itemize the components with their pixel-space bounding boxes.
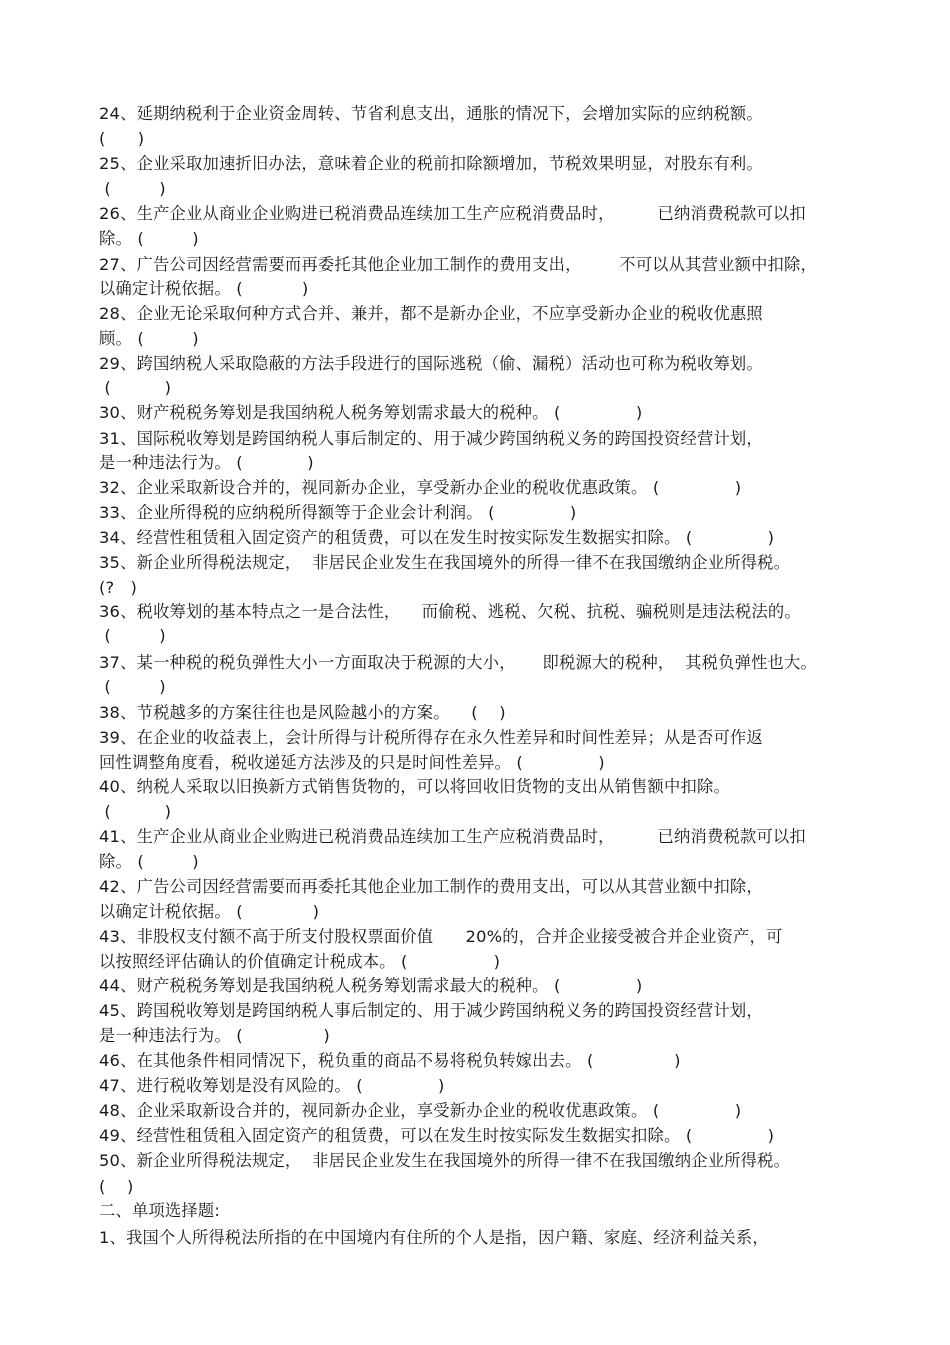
text-line: 以确定计税依据。 ( )	[99, 279, 309, 298]
text-line: 31、国际税收筹划是跨国纳税人事后制定的、用于减少跨国纳税义务的跨国投资经营计划，	[99, 429, 763, 448]
text-line: 42、广告公司因经营需要而再委托其他企业加工制作的费用支出，可以从其营业额中扣除，	[99, 877, 763, 896]
text-line: ( )	[99, 1177, 134, 1196]
text-line: 49、经营性租赁租入固定资产的租赁费，可以在发生时按实际发生数据实扣除。 ( )	[99, 1126, 775, 1145]
text-line: 47、进行税收筹划是没有风险的。 ( )	[99, 1076, 445, 1095]
text-line: 38、节税越多的方案往往也是风险越小的方案。 ( )	[99, 703, 506, 722]
text-line: 除。 ( )	[99, 852, 199, 871]
text-line: 35、新企业所得税法规定， 非居民企业发生在我国境外的所得一律不在我国缴纳企业所得税。	[99, 553, 791, 572]
text-line: (? )	[99, 578, 138, 597]
text-line: ( )	[99, 179, 166, 198]
text-line: 28、企业无论采取何种方式合并、兼并，都不是新办企业，不应享受新办企业的税收优惠照	[99, 304, 763, 323]
text-line: 25、企业采取加速折旧办法，意味着企业的税前扣除额增加，节税效果明显，对股东有利。	[99, 154, 763, 173]
text-line: 39、在企业的收益表上，会计所得与计税所得存在永久性差异和时间性差异；从是否可作返	[99, 728, 763, 747]
text-line: 41、生产企业从商业企业购进已税消费品连续加工生产应税消费品时， 已纳消费税款可以扣	[99, 827, 806, 846]
text-line: 46、在其他条件相同情况下，税负重的商品不易将税负转嫁出去。 ( )	[99, 1051, 681, 1070]
text-line: 30、财产税税务筹划是我国纳税人税务筹划需求最大的税种。 ( )	[99, 403, 643, 422]
text-line: 是一种违法行为。 ( )	[99, 1026, 330, 1045]
text-line: 1、我国个人所得税法所指的在中国境内有住所的个人是指，因户籍、家庭、经济利益关系，	[99, 1228, 769, 1247]
text-line: 48、企业采取新设合并的，视同新办企业，享受新办企业的税收优惠政策。 ( )	[99, 1101, 742, 1120]
text-line: 43、非股权支付额不高于所支付股权票面价值 20%的，合并企业接受被合并企业资产，可	[99, 927, 783, 946]
text-line: 以按照经评估确认的价值确定计税成本。 ( )	[99, 952, 501, 971]
text-line: 33、企业所得税的应纳税所得额等于企业会计利润。 ( )	[99, 503, 577, 522]
text-line: 24、延期纳税利于企业资金周转、节省利息支出，通胀的情况下，会增加实际的应纳税额。	[99, 104, 763, 123]
text-line: 50、新企业所得税法规定， 非居民企业发生在我国境外的所得一律不在我国缴纳企业所得税。	[99, 1151, 791, 1170]
text-line: ( )	[99, 677, 166, 696]
text-line: 26、生产企业从商业企业购进已税消费品连续加工生产应税消费品时， 已纳消费税款可以扣	[99, 204, 806, 223]
text-line: 29、跨国纳税人采取隐蔽的方法手段进行的国际逃税（偷、漏税）活动也可称为税收筹划。	[99, 354, 763, 373]
text-line: 34、经营性租赁租入固定资产的租赁费，可以在发生时按实际发生数据实扣除。 ( )	[99, 528, 775, 547]
section-heading: 二、单项选择题:	[99, 1201, 221, 1220]
text-line: 44、财产税税务筹划是我国纳税人税务筹划需求最大的税种。 ( )	[99, 976, 643, 995]
text-line: 27、广告公司因经营需要而再委托其他企业加工制作的费用支出， 不可以从其营业额中扣除，	[99, 255, 817, 274]
text-line: 40、纳税人采取以旧换新方式销售货物的，可以将回收旧货物的支出从销售额中扣除。	[99, 777, 730, 796]
text-line: ( )	[99, 802, 172, 821]
text-line: 32、企业采取新设合并的，视同新办企业，享受新办企业的税收优惠政策。 ( )	[99, 478, 742, 497]
text-line: 除。 ( )	[99, 229, 199, 248]
text-line: 顾。 ( )	[99, 329, 199, 348]
text-line: 36、税收筹划的基本特点之一是合法性， 而偷税、逃税、欠税、抗税、骗税则是违法税法的。	[99, 602, 801, 621]
text-line: 37、某一种税的税负弹性大小一方面取决于税源的大小， 即税源大的税种， 其税负弹性也大。	[99, 653, 817, 672]
text-line: 45、跨国税收筹划是跨国纳税人事后制定的、用于减少跨国纳税义务的跨国投资经营计划，	[99, 1001, 763, 1020]
text-line: 回性调整角度看，税收递延方法涉及的只是时间性差异。 ( )	[99, 753, 605, 772]
text-line: ( )	[99, 626, 166, 645]
text-line: ( )	[99, 129, 145, 148]
text-line: 是一种违法行为。 ( )	[99, 453, 314, 472]
text-line: ( )	[99, 378, 172, 397]
text-line: 以确定计税依据。 ( )	[99, 902, 320, 921]
